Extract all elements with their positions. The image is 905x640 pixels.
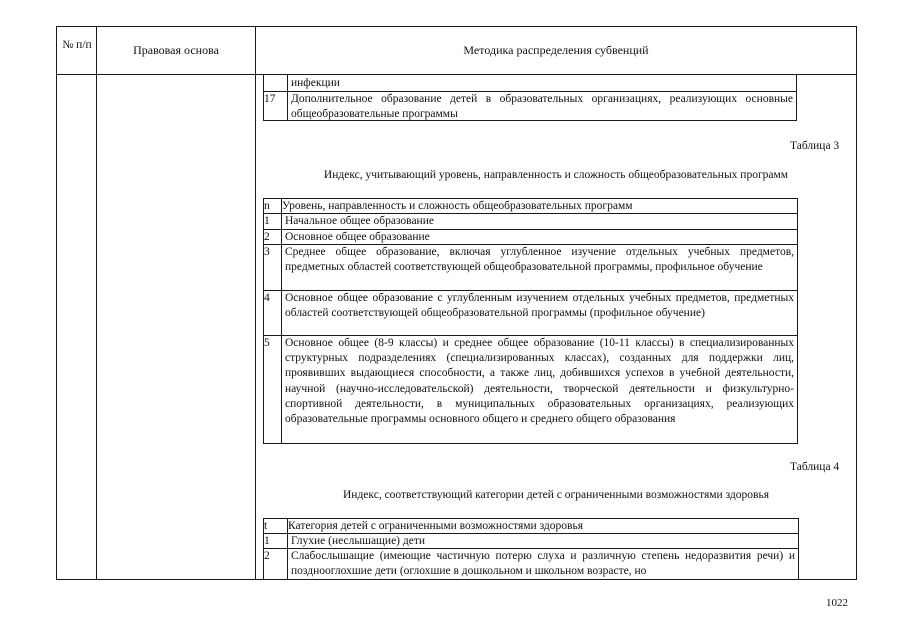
table3-col-n: n bbox=[264, 200, 270, 212]
table4-row-text: Слабослышащие (имеющие частичную потерю слуха и различную степень недоразвития речи) и позднооглохшие дети (оглохшие в дошкольном и школьном возрасте, но bbox=[291, 550, 795, 577]
table4-row-number: 1 bbox=[264, 535, 270, 547]
table3-row-text: Основное общее (8-9 классы) и среднее общее образование (10-11 классы) в специализированных структурных подразделениях (специализированных классах), созданных для поддержки лиц, проявивших выдающиеся способности, а также лиц, добившихся успехов в учебной деятельности, научной (научно-исследовательской) деятельности, творческой деятельности и физкультурно-спортивной деятельности, в муниципальных образовательных организациях, реализующих образовательные программы основного общего и среднего общего образования bbox=[285, 337, 794, 426]
table3-row-text: Начальное общее образование bbox=[285, 215, 434, 227]
table3-row-number: 5 bbox=[264, 337, 270, 349]
table3-row-number: 3 bbox=[264, 246, 270, 258]
table3-row-text: Основное общее образование bbox=[285, 231, 430, 243]
table3-row-number: 2 bbox=[264, 231, 270, 243]
table4-caption: Таблица 4 bbox=[790, 461, 840, 473]
continued-row-text: Дополнительное образование детей в образовательных организациях, реализующих основные общеобразовательные программы bbox=[291, 93, 793, 120]
table3-caption: Таблица 3 bbox=[790, 140, 840, 152]
table4-row-number: 2 bbox=[264, 550, 270, 562]
table3-col-label: Уровень, направленность и сложность общеобразовательных программ bbox=[282, 200, 633, 212]
table3-row-number: 4 bbox=[264, 292, 270, 304]
table3-title: Индекс, учитывающий уровень, направленность и сложность общеобразовательных программ bbox=[323, 169, 789, 181]
table3-row-text: Основное общее образование с углубленным изучением отдельных учебных предметов, предметных областей соответствующей общеобразовательной программы (профильное обучение) bbox=[285, 292, 794, 319]
header-methodology: Методика распределения субвенций bbox=[463, 43, 649, 57]
header-legal-basis: Правовая основа bbox=[133, 43, 219, 57]
continued-row-number: 17 bbox=[264, 93, 276, 105]
table3-row-number: 1 bbox=[264, 215, 270, 227]
header-number-column: № п/п bbox=[62, 39, 92, 51]
page-number: 1022 bbox=[826, 597, 848, 609]
table4-title: Индекс, соответствующий категории детей с ограниченными возможностями здоровья bbox=[343, 489, 769, 501]
table4-col-label: Категория детей с ограниченными возможностями здоровья bbox=[288, 520, 583, 532]
table4-row-text: Глухие (неслышащие) дети bbox=[291, 535, 426, 547]
continued-row-text: инфекции bbox=[291, 77, 340, 89]
table4-col-n: t bbox=[264, 520, 268, 532]
table3-row-text: Среднее общее образование, включая углубленное изучение отдельных учебных предметов, предметных областей соответствующей общеобразовательной программы, профильное обучение bbox=[285, 246, 794, 273]
